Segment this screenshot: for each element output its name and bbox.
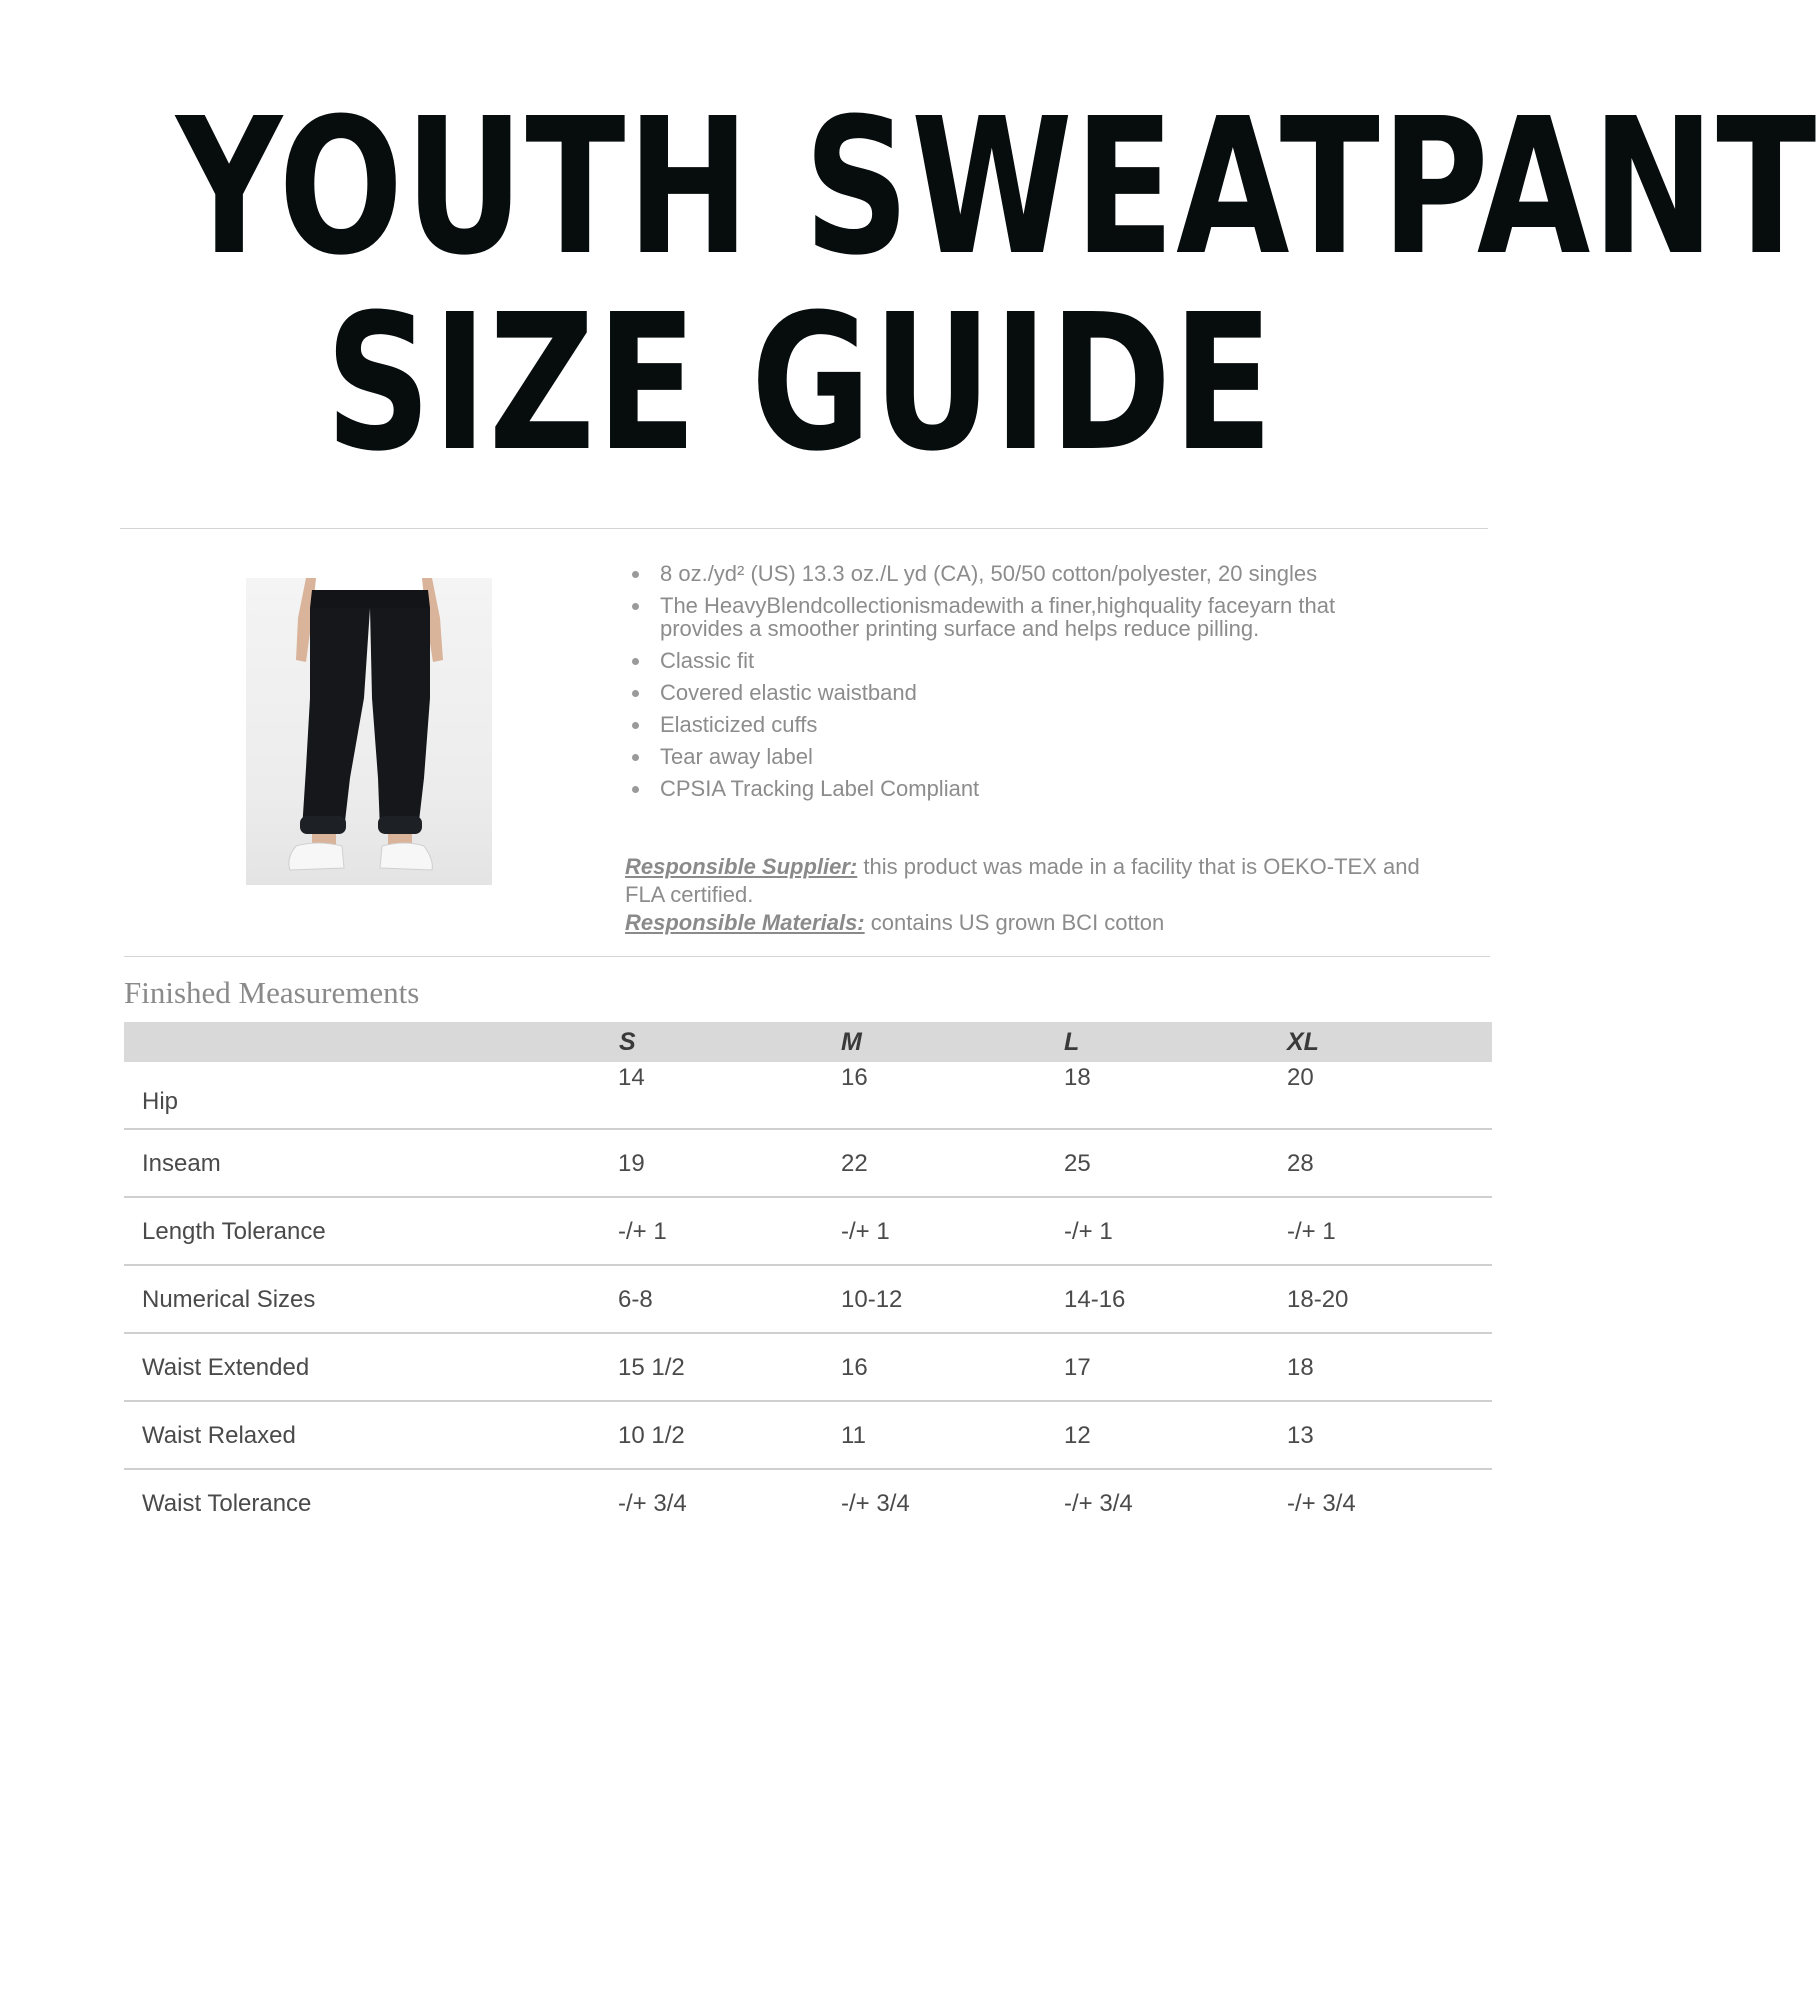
page-title [0, 78, 1818, 493]
responsible-info [625, 853, 1425, 937]
table-row [124, 1470, 1492, 1536]
table-row [124, 1334, 1492, 1402]
bullet-icon [632, 754, 639, 761]
measurements-table [124, 1022, 1492, 1536]
table-row [124, 1198, 1492, 1266]
cell-value: 22 [841, 1150, 868, 1177]
table-row [124, 1130, 1492, 1198]
cell-value: -/+ 1 [1287, 1218, 1336, 1245]
bullet-icon [632, 571, 639, 578]
feature-item: Elasticized cuffs [626, 713, 1406, 736]
bullet-icon [632, 690, 639, 697]
cell-value: 10-12 [841, 1286, 903, 1313]
cell-value: 18-20 [1287, 1286, 1349, 1313]
row-label: Waist Relaxed [142, 1422, 296, 1449]
row-label: Waist Extended [142, 1354, 310, 1381]
feature-item: Covered elastic waistband [626, 681, 1406, 704]
feature-item: Classic fit [626, 649, 1406, 672]
column-header-m: M [841, 1028, 862, 1056]
cell-value: 16 [841, 1064, 868, 1091]
sweatpants-image [246, 578, 492, 885]
cell-value: 18 [1064, 1064, 1091, 1091]
cell-value: 28 [1287, 1150, 1314, 1177]
title-line-1: YOUTH SWEATPANT [176, 78, 1818, 297]
feature-list [626, 562, 1406, 809]
product-photo [246, 578, 492, 885]
cell-value: 17 [1064, 1354, 1091, 1381]
cell-value: 25 [1064, 1150, 1091, 1177]
middle-divider [124, 956, 1490, 957]
cell-value: 12 [1064, 1422, 1091, 1449]
cell-value: -/+ 3/4 [1287, 1490, 1356, 1517]
measurements-title: Finished Measurements [124, 975, 420, 1010]
title-line-2: SIZE GUIDE [325, 274, 1275, 493]
cell-value: 20 [1287, 1064, 1314, 1091]
cell-value: 14-16 [1064, 1286, 1126, 1313]
feature-item: CPSIA Tracking Label Compliant [626, 777, 1406, 800]
bullet-icon [632, 658, 639, 665]
column-header-xl: XL [1287, 1028, 1319, 1056]
bullet-icon [632, 603, 639, 610]
cell-value: 10 1/2 [618, 1422, 685, 1449]
cell-value: 13 [1287, 1422, 1314, 1449]
bullet-icon [632, 722, 639, 729]
row-label: Hip [142, 1088, 179, 1115]
cell-value: 11 [841, 1422, 866, 1449]
column-header-l: L [1064, 1028, 1080, 1056]
table-header [124, 1022, 1492, 1062]
responsible-supplier-label: Responsible Supplier: [625, 854, 858, 879]
row-label: Waist Tolerance [142, 1490, 312, 1517]
cell-value: -/+ 1 [841, 1218, 890, 1245]
cell-value: -/+ 3/4 [1064, 1490, 1133, 1517]
responsible-supplier-text: this product was made in a facility that is OEKO-TEX and FLA certified. [625, 854, 1420, 907]
feature-item: Tear away label [626, 745, 1406, 768]
responsible-materials-text: contains US grown BCI cotton [864, 910, 1165, 935]
row-label: Length Tolerance [142, 1218, 326, 1245]
top-divider [120, 528, 1488, 529]
responsible-materials [625, 909, 1425, 937]
row-label: Numerical Sizes [142, 1286, 316, 1313]
responsible-materials-label: Responsible Materials: [625, 910, 865, 935]
cell-value: -/+ 3/4 [618, 1490, 687, 1517]
table-row [124, 1266, 1492, 1334]
column-header-s: S [619, 1028, 636, 1056]
table-row [124, 1062, 1492, 1130]
cell-value: 6-8 [618, 1286, 653, 1313]
feature-item: 8 oz./yd² (US) 13.3 oz./L yd (CA), 50/50 cotton/polyester, 20 singles [626, 562, 1406, 585]
cell-value: 16 [841, 1354, 868, 1381]
feature-item: The HeavyBlendcollectionismadewith a finer,highquality faceyarn that provides a smoother printing surface and helps reduce pilling. [626, 594, 1406, 640]
cell-value: -/+ 1 [1064, 1218, 1113, 1245]
cell-value: 19 [618, 1150, 645, 1177]
table-row [124, 1402, 1492, 1470]
bullet-icon [632, 786, 639, 793]
row-label: Inseam [142, 1150, 221, 1177]
cell-value: -/+ 3/4 [841, 1490, 910, 1517]
cell-value: -/+ 1 [618, 1218, 667, 1245]
cell-value: 14 [618, 1064, 645, 1091]
cell-value: 18 [1287, 1354, 1314, 1381]
cell-value: 15 1/2 [618, 1354, 685, 1381]
responsible-supplier [625, 853, 1425, 909]
